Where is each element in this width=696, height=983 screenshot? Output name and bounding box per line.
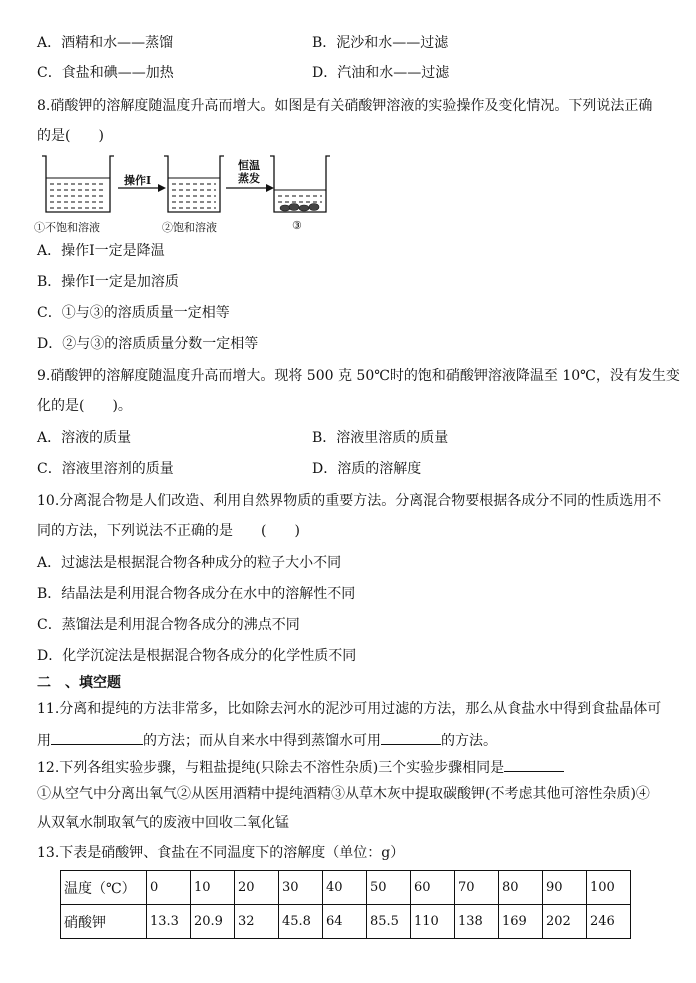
crystals (280, 204, 319, 212)
q11-text-c: 的方法。 (441, 733, 497, 749)
q12-line2: ①从空气中分离出氧气②从医用酒精中提纯酒精③从草木灰中提取碳酸钾(不考虑其他可溶性杂质)④ (37, 786, 650, 802)
q12-line3: 从双氧水制取氧气的废液中回收二氧化锰 (37, 815, 289, 831)
beaker-2-label: ②饱和溶液 (162, 221, 217, 234)
beaker-1 (42, 156, 114, 212)
temp-cell: 30 (279, 871, 323, 905)
q7-option-d: D．汽油和水——过滤 (312, 65, 450, 81)
temp-cell: 70 (455, 871, 499, 905)
q10-stem-line1: 10.分离混合物是人们改造、利用自然界物质的重要方法。分离混合物要根据各成分不同的性质选用不 (37, 493, 662, 509)
solubility-cell: 169 (499, 905, 543, 939)
q11-blank-1[interactable] (51, 730, 143, 745)
solubility-cell: 110 (411, 905, 455, 939)
arrow-1-label: 操作Ⅰ (124, 174, 152, 187)
temp-cell: 80 (499, 871, 543, 905)
q9-option-b: B．溶液里溶质的质量 (312, 430, 449, 446)
beaker-2 (164, 156, 224, 212)
q8-figure (34, 150, 334, 235)
q8-option-d: D．②与③的溶质质量分数一定相等 (37, 336, 259, 352)
q8-stem-line1: 8.硝酸钾的溶解度随温度升高而增大。如图是有关硝酸钾溶液的实验操作及变化情况。下列说法正确 (37, 98, 653, 114)
q7-option-b: B．泥沙和水——过滤 (312, 35, 449, 51)
q10-option-b: B．结晶法是利用混合物各成分在水中的溶解性不同 (37, 586, 356, 602)
q12-text: 12.下列各组实验步骤，与粗盐提纯(只除去不溶性杂质)三个实验步骤相同是 (37, 760, 505, 776)
solubility-cell: 138 (455, 905, 499, 939)
temp-cell: 40 (323, 871, 367, 905)
q11-text-b: 的方法；而从自来水中得到蒸馏水可用 (143, 733, 381, 749)
q9-option-d: D．溶质的溶解度 (312, 461, 422, 477)
temp-cell: 20 (235, 871, 279, 905)
q11-line2 (37, 730, 497, 751)
q10-stem-line2: 同的方法，下列说法不正确的是 ( ) (37, 523, 300, 539)
q7-option-a: A．酒精和水——蒸馏 (37, 35, 174, 51)
q8-option-a: A．操作Ⅰ一定是降温 (37, 243, 165, 259)
q11-blank-2[interactable] (381, 730, 441, 745)
q10-option-d: D．化学沉淀法是根据混合物各成分的化学性质不同 (37, 648, 357, 664)
q9-option-c: C．溶液里溶剂的质量 (37, 461, 174, 477)
q9-stem-line1: 9.硝酸钾的溶解度随温度升高而增大。现将 500 克 50℃时的饱和硝酸钾溶液降温至 10℃，没有发生变 (37, 368, 680, 384)
q13-stem: 13.下表是硝酸钾、食盐在不同温度下的溶解度（单位：g） (37, 845, 405, 861)
q8-option-b: B．操作Ⅰ一定是加溶质 (37, 274, 179, 290)
q12-line1 (37, 757, 564, 778)
solubility-cell: 45.8 (279, 905, 323, 939)
q11-line1: 11.分离和提纯的方法非常多，比如除去河水的泥沙可用过滤的方法，那么从食盐水中得到食盐晶体可 (37, 701, 662, 717)
temp-cell: 0 (147, 871, 191, 905)
solubility-cell: 13.3 (147, 905, 191, 939)
solubility-cell: 20.9 (191, 905, 235, 939)
q10-option-c: C．蒸馏法是利用混合物各成分的沸点不同 (37, 617, 300, 633)
beaker-1-label: ①不饱和溶液 (34, 221, 100, 234)
section-title: 二 、填空题 (37, 675, 121, 691)
beaker-3-label: ③ (292, 219, 302, 232)
q8-option-c: C．①与③的溶质质量一定相等 (37, 305, 230, 321)
solubility-cell: 64 (323, 905, 367, 939)
q11-text-a: 用 (37, 733, 51, 749)
q7-option-c: C．食盐和碘——加热 (37, 65, 174, 81)
temp-cell: 50 (367, 871, 411, 905)
q10-option-a: A．过滤法是根据混合物各种成分的粒子大小不同 (37, 555, 342, 571)
table-row-label: 硝酸钾 (61, 905, 147, 939)
solubility-table (60, 870, 631, 939)
temp-cell: 60 (411, 871, 455, 905)
q12-blank[interactable] (504, 757, 564, 772)
solubility-cell: 202 (543, 905, 587, 939)
temp-cell: 10 (191, 871, 235, 905)
arrow-2-label-line2: 蒸发 (238, 172, 260, 185)
solubility-cell: 85.5 (367, 905, 411, 939)
temp-cell: 100 (587, 871, 631, 905)
table-header-label: 温度（℃） (61, 871, 147, 905)
table-row (61, 905, 631, 939)
temp-cell: 90 (543, 871, 587, 905)
arrow-2-label-line1: 恒温 (238, 159, 260, 172)
q9-stem-line2: 化的是( )。 (37, 398, 132, 414)
solubility-cell: 32 (235, 905, 279, 939)
table-row-header (61, 871, 631, 905)
q8-stem-line2: 的是( ) (37, 128, 104, 144)
solubility-cell: 246 (587, 905, 631, 939)
q9-option-a: A．溶液的质量 (37, 430, 132, 446)
beaker-3 (270, 156, 330, 212)
